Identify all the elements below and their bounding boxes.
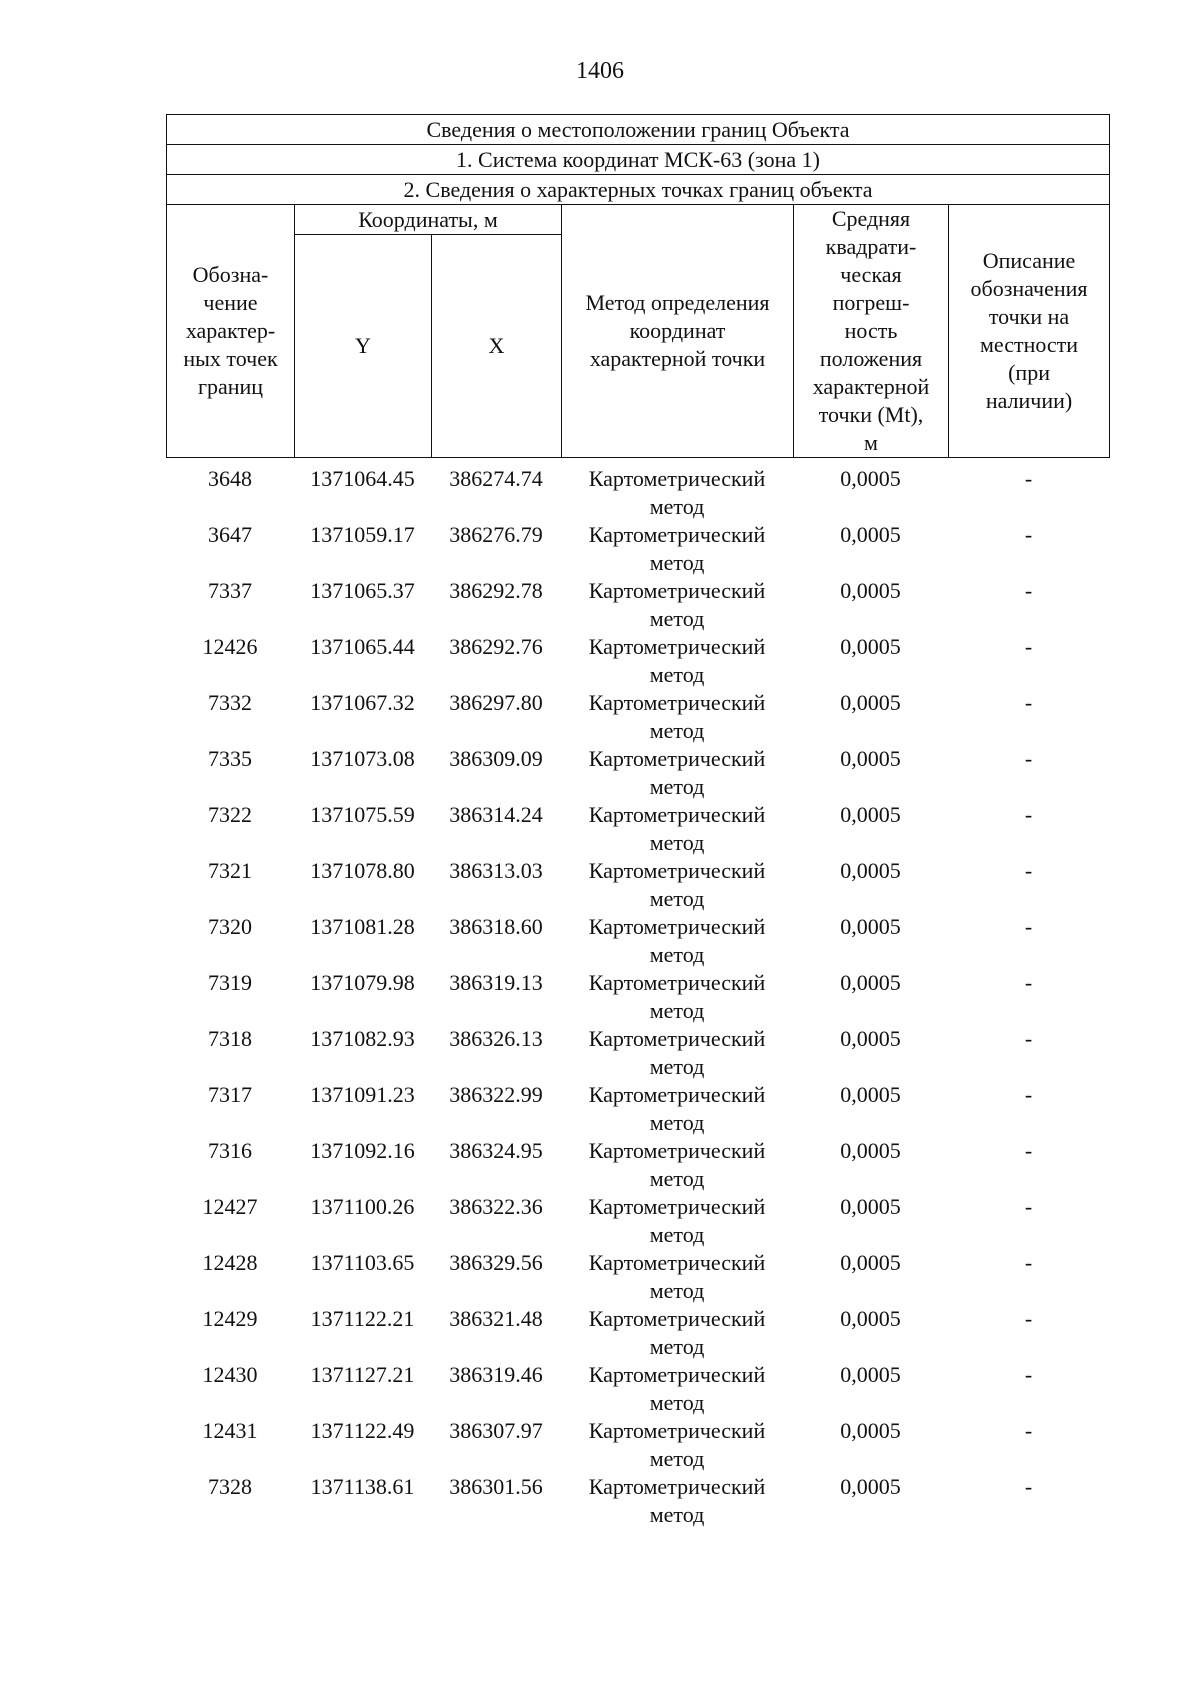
cell-point: 3647 <box>208 522 252 547</box>
cell-description: - <box>1024 1138 1033 1163</box>
table-row <box>166 857 1109 913</box>
cell-x: 386314.24 <box>449 802 543 827</box>
cell-description: - <box>1024 746 1033 771</box>
table-row <box>166 1305 1109 1361</box>
cell-error: 0,0005 <box>840 802 901 827</box>
cell-point: 7322 <box>208 802 252 827</box>
table-row <box>166 633 1109 689</box>
cell-method: Картометрический метод <box>588 522 766 575</box>
cell-point: 7337 <box>208 578 252 603</box>
cell-y: 1371079.98 <box>310 970 415 995</box>
table-row <box>166 1081 1109 1137</box>
table-row <box>166 745 1109 801</box>
cell-y: 1371127.21 <box>310 1362 415 1387</box>
cell-description: - <box>1024 1306 1033 1331</box>
cell-error: 0,0005 <box>840 634 901 659</box>
table-row <box>166 969 1109 1025</box>
column-header-method: Метод определения координат характерной точки <box>562 205 794 458</box>
cell-point: 12426 <box>202 634 258 659</box>
cell-x: 386313.03 <box>449 858 543 883</box>
cell-description: - <box>1024 1418 1033 1443</box>
cell-error: 0,0005 <box>840 746 901 771</box>
cell-method: Картометрический метод <box>588 1138 766 1191</box>
cell-description: - <box>1024 1250 1033 1275</box>
cell-x: 386292.76 <box>449 634 543 659</box>
cell-y: 1371075.59 <box>310 802 415 827</box>
cell-point: 3648 <box>208 466 252 491</box>
cell-error: 0,0005 <box>840 1362 901 1387</box>
cell-error: 0,0005 <box>840 858 901 883</box>
cell-point: 12428 <box>202 1250 258 1275</box>
table-row <box>166 465 1109 521</box>
cell-point: 7320 <box>208 914 252 939</box>
cell-method: Картометрический метод <box>588 1082 766 1135</box>
table-row <box>166 1417 1109 1473</box>
column-header-coordinates: Координаты, м <box>295 205 562 235</box>
column-header-x: X <box>432 235 562 458</box>
cell-point: 7316 <box>208 1138 252 1163</box>
cell-y: 1371081.28 <box>310 914 415 939</box>
cell-y: 1371092.16 <box>310 1138 415 1163</box>
cell-method: Картометрический метод <box>588 914 766 967</box>
cell-point: 7332 <box>208 690 252 715</box>
cell-method: Картометрический метод <box>588 1026 766 1079</box>
cell-point: 12427 <box>202 1194 258 1219</box>
cell-y: 1371073.08 <box>310 746 415 771</box>
cell-error: 0,0005 <box>840 970 901 995</box>
table-row <box>166 1137 1109 1193</box>
cell-error: 0,0005 <box>840 1194 901 1219</box>
cell-x: 386321.48 <box>449 1306 543 1331</box>
cell-y: 1371059.17 <box>310 522 415 547</box>
cell-error: 0,0005 <box>840 1474 901 1499</box>
cell-method: Картометрический метод <box>588 746 766 799</box>
cell-description: - <box>1024 466 1033 491</box>
cell-description: - <box>1024 1362 1033 1387</box>
coordinates-table-header <box>166 114 1110 458</box>
cell-error: 0,0005 <box>840 1026 901 1051</box>
table-title: Сведения о местоположении границ Объекта <box>167 115 1110 145</box>
cell-description: - <box>1024 522 1033 547</box>
table-row <box>166 1249 1109 1305</box>
cell-x: 386274.74 <box>449 466 543 491</box>
cell-method: Картометрический метод <box>588 690 766 743</box>
cell-y: 1371138.61 <box>310 1474 415 1499</box>
cell-y: 1371103.65 <box>310 1250 415 1275</box>
cell-error: 0,0005 <box>840 522 901 547</box>
cell-description: - <box>1024 914 1033 939</box>
cell-method: Картометрический метод <box>588 858 766 911</box>
cell-description: - <box>1024 1194 1033 1219</box>
coordinates-table-body <box>166 465 1109 1529</box>
cell-x: 386307.97 <box>449 1418 543 1443</box>
cell-y: 1371065.44 <box>310 634 415 659</box>
cell-method: Картометрический метод <box>588 1250 766 1303</box>
cell-x: 386297.80 <box>449 690 543 715</box>
cell-point: 7328 <box>208 1474 252 1499</box>
cell-description: - <box>1024 858 1033 883</box>
cell-x: 386319.13 <box>449 970 543 995</box>
column-header-point: Обозна- чение характер- ных точек границ <box>167 205 295 458</box>
cell-x: 386292.78 <box>449 578 543 603</box>
cell-method: Картометрический метод <box>588 634 766 687</box>
cell-y: 1371067.32 <box>310 690 415 715</box>
cell-error: 0,0005 <box>840 690 901 715</box>
cell-error: 0,0005 <box>840 1082 901 1107</box>
table-row <box>166 521 1109 577</box>
table-row <box>166 1193 1109 1249</box>
cell-error: 0,0005 <box>840 1138 901 1163</box>
cell-error: 0,0005 <box>840 1250 901 1275</box>
cell-description: - <box>1024 578 1033 603</box>
cell-point: 7335 <box>208 746 252 771</box>
cell-error: 0,0005 <box>840 578 901 603</box>
section-title: 2. Сведения о характерных точках границ объекта <box>167 175 1110 205</box>
cell-description: - <box>1024 1474 1033 1499</box>
cell-method: Картометрический метод <box>588 1362 766 1415</box>
table-row <box>166 1025 1109 1081</box>
coordinate-system-title: 1. Система координат МСК-63 (зона 1) <box>167 145 1110 175</box>
column-header-y: Y <box>295 235 432 458</box>
cell-x: 386322.36 <box>449 1194 543 1219</box>
column-header-description: Описание обозначения точки на местности (при наличии) <box>949 205 1110 458</box>
cell-x: 386326.13 <box>449 1026 543 1051</box>
cell-method: Картометрический метод <box>588 578 766 631</box>
cell-y: 1371064.45 <box>310 466 415 491</box>
cell-method: Картометрический метод <box>588 1474 766 1527</box>
cell-x: 386301.56 <box>449 1474 543 1499</box>
cell-method: Картометрический метод <box>588 970 766 1023</box>
cell-method: Картометрический метод <box>588 1418 766 1471</box>
cell-description: - <box>1024 1082 1033 1107</box>
cell-point: 7321 <box>208 858 252 883</box>
cell-x: 386324.95 <box>449 1138 543 1163</box>
cell-method: Картометрический метод <box>588 802 766 855</box>
column-header-error: Средняя квадрати- ческая погреш- ность положения характерной точки (Mt), м <box>794 205 949 458</box>
cell-method: Картометрический метод <box>588 466 766 519</box>
cell-point: 7317 <box>208 1082 252 1107</box>
cell-point: 12430 <box>202 1362 258 1387</box>
cell-point: 12429 <box>202 1306 258 1331</box>
cell-description: - <box>1024 690 1033 715</box>
cell-x: 386309.09 <box>449 746 543 771</box>
cell-point: 12431 <box>202 1418 258 1443</box>
table-row <box>166 1473 1109 1529</box>
cell-x: 386322.99 <box>449 1082 543 1107</box>
cell-y: 1371100.26 <box>310 1194 415 1219</box>
cell-y: 1371091.23 <box>310 1082 415 1107</box>
cell-y: 1371082.93 <box>310 1026 415 1051</box>
cell-error: 0,0005 <box>840 1306 901 1331</box>
cell-y: 1371065.37 <box>310 578 415 603</box>
cell-error: 0,0005 <box>840 914 901 939</box>
cell-description: - <box>1024 634 1033 659</box>
table-row <box>166 913 1109 969</box>
cell-description: - <box>1024 970 1033 995</box>
table-row <box>166 1361 1109 1417</box>
cell-y: 1371078.80 <box>310 858 415 883</box>
cell-description: - <box>1024 802 1033 827</box>
cell-x: 386318.60 <box>449 914 543 939</box>
page-number: 1406 <box>576 58 624 84</box>
cell-method: Картометрический метод <box>588 1194 766 1247</box>
cell-y: 1371122.49 <box>310 1418 415 1443</box>
cell-point: 7318 <box>208 1026 252 1051</box>
cell-method: Картометрический метод <box>588 1306 766 1359</box>
cell-error: 0,0005 <box>840 466 901 491</box>
cell-point: 7319 <box>208 970 252 995</box>
table-row <box>166 801 1109 857</box>
cell-x: 386329.56 <box>449 1250 543 1275</box>
cell-x: 386319.46 <box>449 1362 543 1387</box>
cell-x: 386276.79 <box>449 522 543 547</box>
cell-y: 1371122.21 <box>310 1306 415 1331</box>
cell-error: 0,0005 <box>840 1418 901 1443</box>
cell-description: - <box>1024 1026 1033 1051</box>
table-row <box>166 577 1109 633</box>
table-row <box>166 689 1109 745</box>
